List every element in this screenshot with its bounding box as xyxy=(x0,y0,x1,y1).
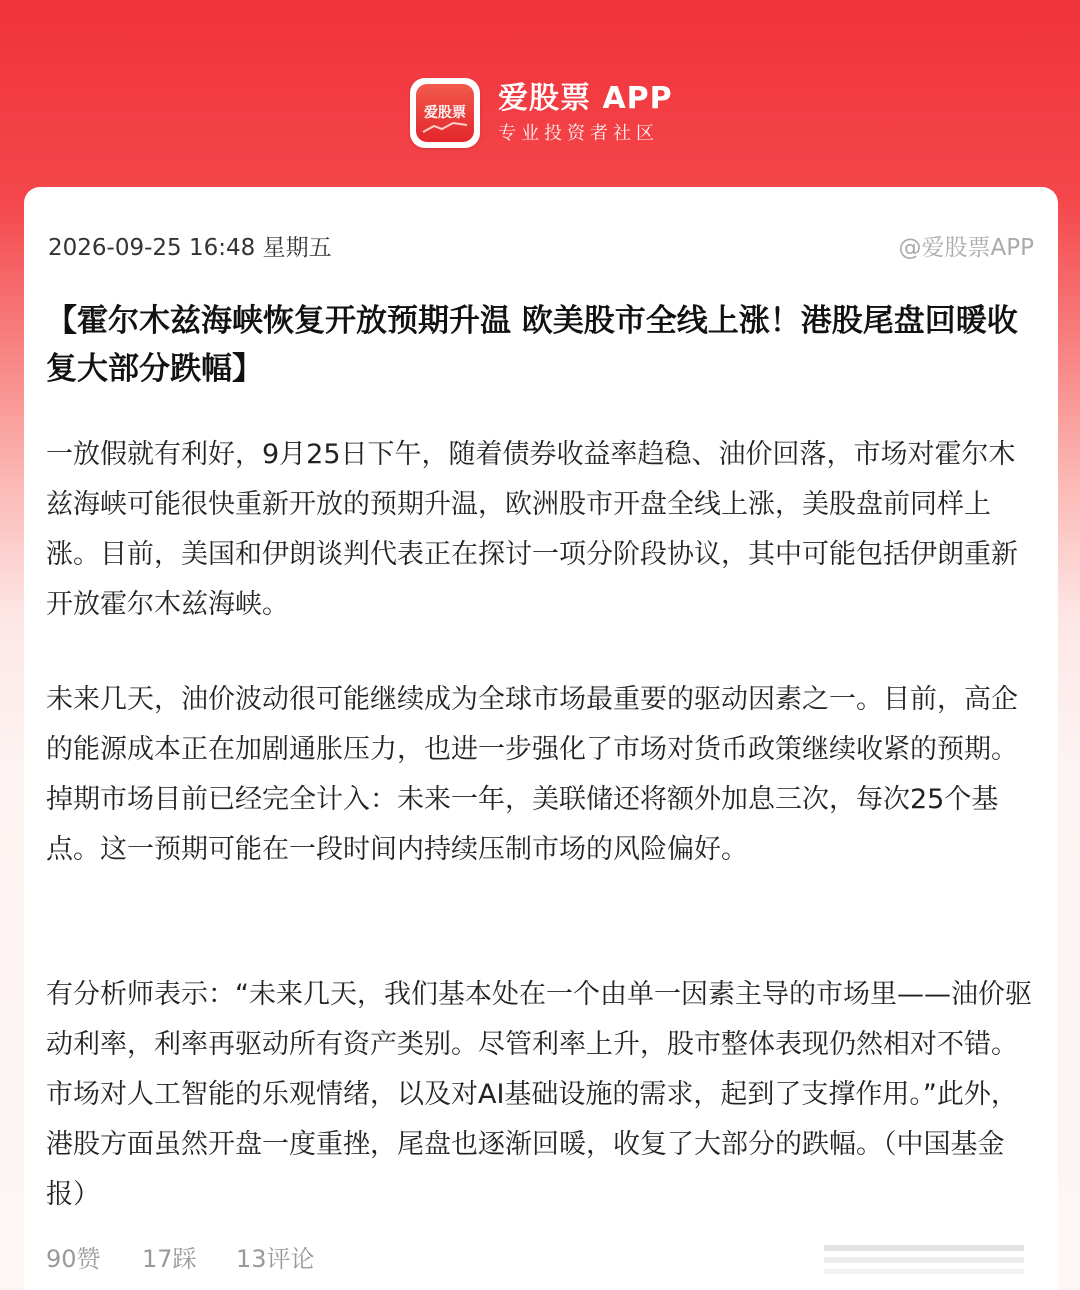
brand-name: 爱股票 APP xyxy=(498,81,673,116)
trend-line-icon xyxy=(422,120,468,134)
post-paragraph-2: 未来几天，油价波动很可能继续成为全球市场最重要的驱动因素之一。目前，高企的能源成本正在加剧通胀压力，也进一步强化了市场对货币政策继续收紧的预期。掉期市场目前已经完全计入：未来一年，美联储还将额外加息三次，每次25个基点。这一预期可能在一段时间内持续压制市场的风险偏好。 xyxy=(46,684,1018,865)
brand-header xyxy=(410,77,673,149)
comment-count[interactable]: 13评论 xyxy=(236,1245,315,1273)
app-logo-text: 爱股票 xyxy=(424,105,466,121)
app-logo xyxy=(410,78,480,148)
watermark-icon xyxy=(816,1239,1036,1279)
post-footer xyxy=(46,1239,1036,1279)
source-handle[interactable]: @爱股票APP xyxy=(898,235,1034,261)
post-meta xyxy=(48,229,1034,263)
post-title: 【霍尔木兹海峡恢复开放预期升温 欧美股市全线上涨！港股尾盘回暖收复大部分跌幅】 xyxy=(46,303,1018,387)
post-card xyxy=(24,187,1058,1290)
dislike-count[interactable]: 17踩 xyxy=(142,1245,197,1273)
like-count[interactable]: 90赞 xyxy=(46,1245,101,1273)
post-datetime: 2026-09-25 16:48 星期五 xyxy=(48,235,332,261)
post-paragraph-3: 有分析师表示：“未来几天，我们基本处在一个由单一因素主导的市场里——油价驱动利率，利率再驱动所有资产类别。尽管利率上升，股市整体表现仍然相对不错。市场对人工智能的乐观情绪，以及对AI基础设施的需求，起到了支撑作用。”此外，港股方面虽然开盘一度重挫，尾盘也逐渐回暖，收复了大部分的跌幅。（中国基金报） xyxy=(46,979,1032,1210)
brand-slogan: 专业投资者社区 xyxy=(498,123,659,144)
post-paragraph-1: 一放假就有利好，9月25日下午，随着债券收益率趋稳、油价回落，市场对霍尔木兹海峡可能很快重新开放的预期升温，欧洲股市开盘全线上涨，美股盘前同样上涨。目前，美国和伊朗谈判代表正在探讨一项分阶段协议，其中可能包括伊朗重新开放霍尔木兹海峡。 xyxy=(46,439,1018,620)
app-logo-badge xyxy=(416,84,474,142)
